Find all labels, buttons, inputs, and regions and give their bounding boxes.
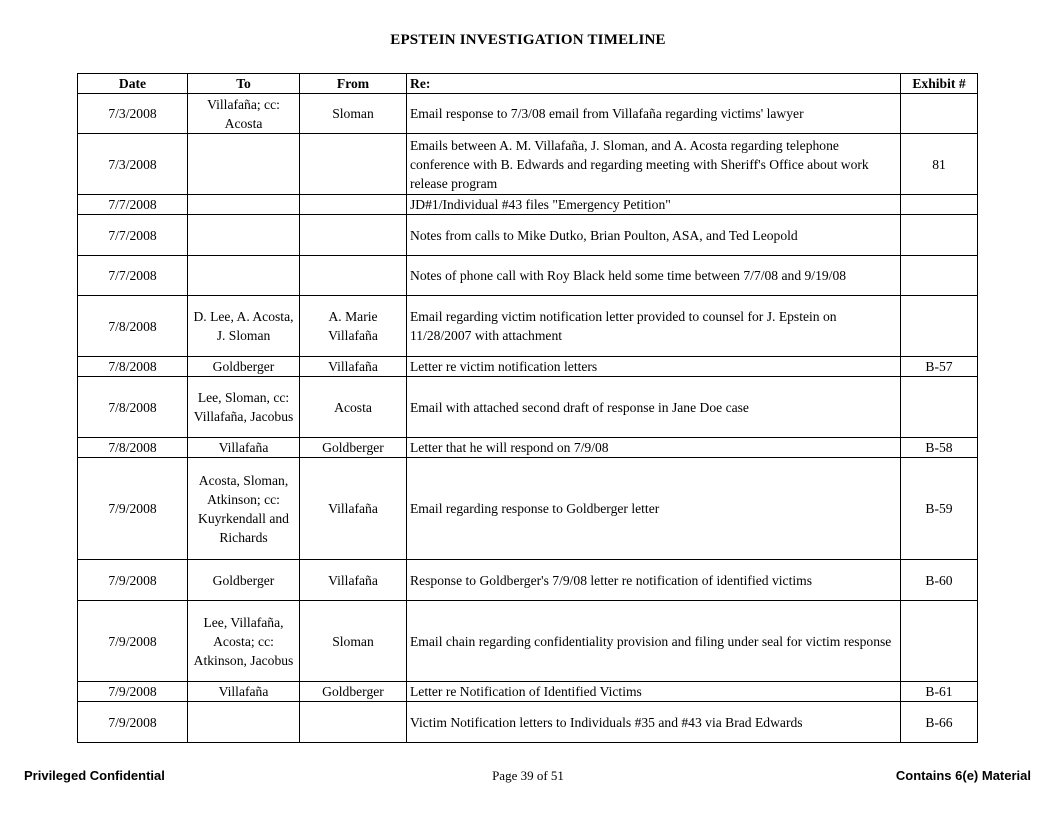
- from-cell: Villafaña: [300, 357, 407, 377]
- date-cell: 7/9/2008: [78, 560, 188, 601]
- page-title: EPSTEIN INVESTIGATION TIMELINE: [390, 32, 666, 48]
- date-cell: 7/7/2008: [78, 256, 188, 296]
- to-cell: [188, 195, 300, 215]
- to-cell: Villafaña; cc: Acosta: [188, 94, 300, 134]
- table-row: [78, 296, 978, 357]
- table-row: [78, 560, 978, 601]
- re-cell: JD#1/Individual #43 files "Emergency Petition": [407, 195, 901, 215]
- exhibit-cell: [901, 215, 978, 256]
- table-row: [78, 702, 978, 743]
- re-cell: Emails between A. M. Villafaña, J. Sloman, and A. Acosta regarding telephone conference with B. Edwards and regarding meeting with Sheriff's Office about work release program: [407, 134, 901, 195]
- to-cell: [188, 215, 300, 256]
- from-cell: Goldberger: [300, 682, 407, 702]
- from-cell: [300, 215, 407, 256]
- date-cell: 7/3/2008: [78, 94, 188, 134]
- table-row: [78, 357, 978, 377]
- date-cell: 7/7/2008: [78, 215, 188, 256]
- from-cell: [300, 134, 407, 195]
- table-row: [78, 94, 978, 134]
- re-cell: Email response to 7/3/08 email from Villafaña regarding victims' lawyer: [407, 94, 901, 134]
- date-cell: 7/9/2008: [78, 682, 188, 702]
- date-cell: 7/7/2008: [78, 195, 188, 215]
- re-cell: Email regarding victim notification letter provided to counsel for J. Epstein on 11/28/2007 with attachment: [407, 296, 901, 357]
- from-cell: A. Marie Villafaña: [300, 296, 407, 357]
- from-cell: Acosta: [300, 377, 407, 438]
- exhibit-cell: [901, 296, 978, 357]
- exhibit-cell: B-61: [901, 682, 978, 702]
- table-header-row: [78, 74, 978, 94]
- from-cell: Villafaña: [300, 458, 407, 560]
- re-cell: Email chain regarding confidentiality provision and filing under seal for victim response: [407, 601, 901, 682]
- re-cell: Notes of phone call with Roy Black held some time between 7/7/08 and 9/19/08: [407, 256, 901, 296]
- footer-material-notice: Contains 6(e) Material: [895, 768, 1031, 783]
- from-cell: Goldberger: [300, 438, 407, 458]
- re-cell: Letter that he will respond on 7/9/08: [407, 438, 901, 458]
- exhibit-cell: [901, 94, 978, 134]
- exhibit-cell: [901, 601, 978, 682]
- timeline-table: [77, 73, 978, 743]
- from-cell: [300, 702, 407, 743]
- exhibit-cell: B-57: [901, 357, 978, 377]
- date-cell: 7/8/2008: [78, 438, 188, 458]
- date-cell: 7/3/2008: [78, 134, 188, 195]
- re-cell: Letter re victim notification letters: [407, 357, 901, 377]
- footer-privileged: Privileged Confidential: [24, 768, 165, 783]
- to-cell: Goldberger: [188, 357, 300, 377]
- from-cell: Sloman: [300, 94, 407, 134]
- table-row: [78, 377, 978, 438]
- date-cell: 7/8/2008: [78, 296, 188, 357]
- table-row: [78, 458, 978, 560]
- from-cell: [300, 195, 407, 215]
- to-cell: [188, 702, 300, 743]
- to-cell: Lee, Sloman, cc: Villafaña, Jacobus: [188, 377, 300, 438]
- exhibit-cell: [901, 195, 978, 215]
- column-header-exhibit: Exhibit #: [901, 74, 978, 94]
- column-header-to: To: [188, 74, 300, 94]
- to-cell: Goldberger: [188, 560, 300, 601]
- from-cell: [300, 256, 407, 296]
- date-cell: 7/9/2008: [78, 702, 188, 743]
- table-row: [78, 195, 978, 215]
- exhibit-cell: [901, 256, 978, 296]
- to-cell: Acosta, Sloman, Atkinson; cc: Kuyrkendall and Richards: [188, 458, 300, 560]
- exhibit-cell: B-58: [901, 438, 978, 458]
- to-cell: D. Lee, A. Acosta, J. Sloman: [188, 296, 300, 357]
- column-header-from: From: [300, 74, 407, 94]
- date-cell: 7/9/2008: [78, 458, 188, 560]
- column-header-re: Re:: [407, 74, 901, 94]
- date-cell: 7/8/2008: [78, 377, 188, 438]
- re-cell: Email with attached second draft of response in Jane Doe case: [407, 377, 901, 438]
- to-cell: Villafaña: [188, 682, 300, 702]
- table-row: [78, 438, 978, 458]
- to-cell: Villafaña: [188, 438, 300, 458]
- exhibit-cell: 81: [901, 134, 978, 195]
- table-row: [78, 682, 978, 702]
- table-row: [78, 134, 978, 195]
- date-cell: 7/9/2008: [78, 601, 188, 682]
- re-cell: Victim Notification letters to Individuals #35 and #43 via Brad Edwards: [407, 702, 901, 743]
- from-cell: Villafaña: [300, 560, 407, 601]
- to-cell: Lee, Villafaña, Acosta; cc: Atkinson, Jacobus: [188, 601, 300, 682]
- table-row: [78, 215, 978, 256]
- re-cell: Email regarding response to Goldberger letter: [407, 458, 901, 560]
- to-cell: [188, 134, 300, 195]
- to-cell: [188, 256, 300, 296]
- re-cell: Response to Goldberger's 7/9/08 letter re notification of identified victims: [407, 560, 901, 601]
- from-cell: Sloman: [300, 601, 407, 682]
- page-number: Page 39 of 51: [492, 768, 564, 783]
- re-cell: Letter re Notification of Identified Victims: [407, 682, 901, 702]
- table-row: [78, 256, 978, 296]
- exhibit-cell: [901, 377, 978, 438]
- date-cell: 7/8/2008: [78, 357, 188, 377]
- column-header-date: Date: [78, 74, 188, 94]
- exhibit-cell: B-59: [901, 458, 978, 560]
- exhibit-cell: B-66: [901, 702, 978, 743]
- table-row: [78, 601, 978, 682]
- exhibit-cell: B-60: [901, 560, 978, 601]
- re-cell: Notes from calls to Mike Dutko, Brian Poulton, ASA, and Ted Leopold: [407, 215, 901, 256]
